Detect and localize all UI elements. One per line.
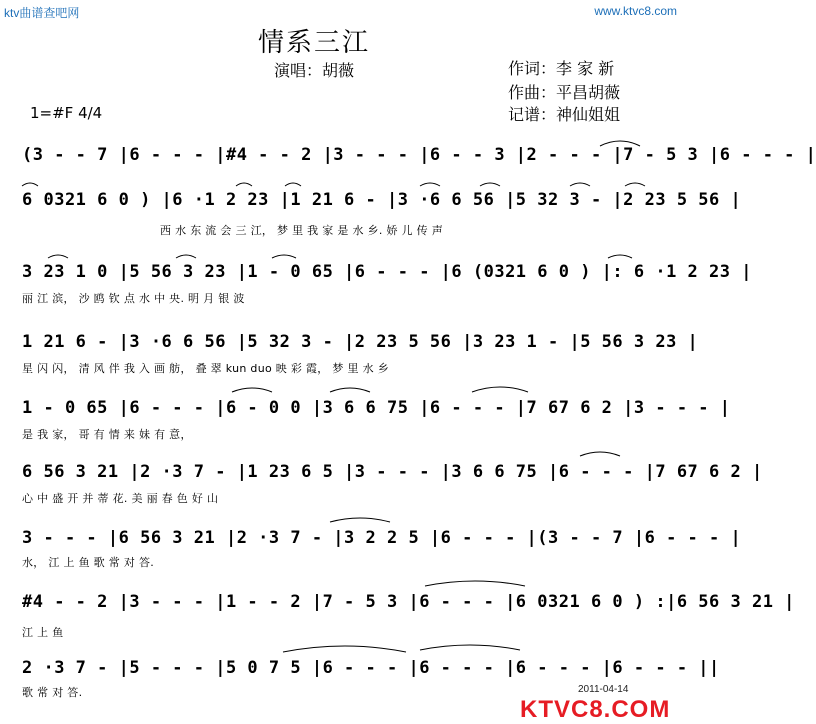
singer-credit: 演唱：胡薇 bbox=[274, 61, 355, 80]
transcription-date: 2011-04-14 bbox=[578, 684, 629, 695]
watermark-top-right: www.ktvc8.com bbox=[594, 4, 677, 18]
lyric-line-7: 水， 江 上 鱼 歌 常 对 答. bbox=[22, 556, 155, 569]
slur-mark bbox=[285, 183, 301, 186]
slur-mark bbox=[600, 141, 640, 146]
score-line-1: (3 - - 7 |6 - - - |#4 - - 2 |3 - - - |6 - - 3 |2 - - - |7 - 5 3 |6 - - - | bbox=[22, 145, 816, 165]
watermark-bottom-right: KTVC8.COM bbox=[520, 696, 671, 723]
slur-mark bbox=[480, 183, 500, 186]
lyric-line-6: 心 中 盛 开 并 蒂 花. 美 丽 春 色 好 山 bbox=[22, 492, 219, 505]
slur-mark bbox=[176, 255, 196, 258]
watermark-top-left: ktv曲谱查吧网 bbox=[4, 6, 80, 20]
score-line-4: 1 21 6 - |3 ·6 6 56 |5 32 3 - |2 23 5 56 |3 23 1 - |5 56 3 23 | bbox=[22, 332, 699, 352]
score-line-9: 2 ·3 7 - |5 - - - |5 0 7 5 |6 - - - |6 - - - |6 - - - |6 - - - || bbox=[22, 658, 720, 678]
slur-mark bbox=[236, 183, 252, 186]
score-line-3: 3 23 1 0 |5 56 3 23 |1 - 0 65 |6 - - - |6 (0321 6 0 ) |: 6 ·1 2 23 | bbox=[22, 262, 752, 282]
lyric-line-3: 丽 江 滨， 沙 鸥 钦 点 水 中 央. 明 月 银 波 bbox=[22, 292, 245, 305]
score-line-8: #4 - - 2 |3 - - - |1 - - 2 |7 - 5 3 |6 - - - |6 0321 6 0 ) :|6 56 3 21 | bbox=[22, 592, 795, 612]
slur-mark bbox=[472, 387, 528, 392]
key-signature: 1=#F 4/4 bbox=[30, 104, 103, 122]
lyric-line-2: 西 水 东 流 会 三 江， 梦 里 我 家 是 水 乡. 娇 儿 传 声 bbox=[160, 224, 444, 237]
lyricist-credit: 作词：李 家 新 bbox=[508, 59, 615, 78]
slur-mark bbox=[48, 255, 68, 258]
slur-mark bbox=[420, 645, 520, 650]
score-line-5: 1 - 0 65 |6 - - - |6 - 0 0 |3 6 6 75 |6 - - - |7 67 6 2 |3 - - - | bbox=[22, 398, 731, 418]
slur-mark bbox=[580, 452, 620, 456]
slur-mark bbox=[330, 518, 390, 522]
score-line-7: 3 - - - |6 56 3 21 |2 ·3 7 - |3 2 2 5 |6 - - - |(3 - - 7 |6 - - - | bbox=[22, 528, 742, 548]
slur-mark bbox=[283, 646, 406, 652]
song-title: 情系三江 bbox=[258, 28, 371, 58]
slur-mark bbox=[420, 183, 440, 186]
transcriber-credit: 记谱：神仙姐姐 bbox=[508, 105, 621, 124]
slur-mark bbox=[272, 255, 296, 258]
slur-mark bbox=[330, 388, 370, 392]
lyric-line-5: 是 我 家， 哥 有 情 来 妹 有 意， bbox=[22, 428, 192, 441]
slur-mark bbox=[22, 183, 38, 186]
score-line-2: 6 0321 6 0 ) |6 ·1 2 23 |1 21 6 - |3 ·6 6 56 |5 32 3 - |2 23 5 56 | bbox=[22, 190, 742, 210]
slur-mark bbox=[608, 255, 632, 258]
score-line-6: 6 56 3 21 |2 ·3 7 - |1 23 6 5 |3 - - - |3 6 6 75 |6 - - - |7 67 6 2 | bbox=[22, 462, 763, 482]
lyric-line-8: 江 上 鱼 bbox=[22, 626, 64, 639]
slur-mark bbox=[232, 388, 272, 392]
lyric-line-4: 星 闪 闪， 清 风 伴 我 入 画 舫， 叠 翠 kun duo 映 彩 霞， 梦 里 水 乡 bbox=[22, 362, 389, 375]
lyric-line-9: 歌 常 对 答. bbox=[22, 686, 83, 699]
slur-mark bbox=[425, 581, 525, 586]
composer-credit: 作曲：平昌胡薇 bbox=[508, 83, 621, 102]
slur-mark bbox=[625, 183, 645, 186]
slur-mark bbox=[570, 183, 590, 186]
